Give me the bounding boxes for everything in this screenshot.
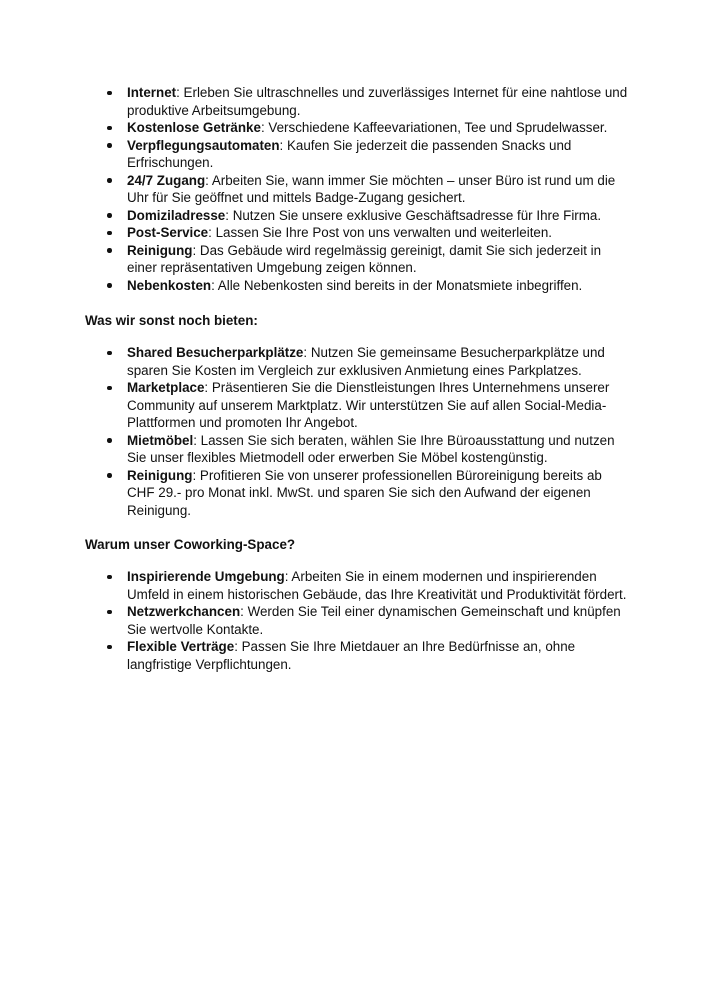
list-item <box>127 467 632 520</box>
item-text: : Profitieren Sie von unserer professionellen Büroreinigung bereits ab CHF 29.- pro Monat inkl. MwSt. und sparen Sie sich den Aufwand der eigenen Reinigung. <box>127 467 602 518</box>
list-item <box>127 277 632 295</box>
item-term: Domiziladresse <box>127 207 226 223</box>
item-text: : Präsentieren Sie die Dienstleistungen Ihres Unternehmens unserer Community auf unserem Marktplatz. Wir unterstützen Sie auf allen Social-Media-Plattformen und promoten Ihr Angebot. <box>127 380 610 430</box>
list-item <box>127 242 632 277</box>
item-term: Internet <box>127 85 177 100</box>
why-list <box>127 568 632 673</box>
item-term: Kostenlose Getränke <box>127 120 261 135</box>
item-term: 24/7 Zugang <box>127 172 206 188</box>
amenities-list <box>127 84 632 294</box>
bullet-icon <box>107 126 112 131</box>
list-item <box>127 172 632 207</box>
bullet-icon <box>107 231 112 236</box>
bullet-icon <box>107 575 112 580</box>
item-term: Flexible Verträge <box>127 639 235 654</box>
item-text: : Arbeiten Sie, wann immer Sie möchten – unser Büro ist rund um die Uhr für Sie geöffnet und mittels Badge-Zugang gesichert. <box>127 172 616 205</box>
bullet-icon <box>107 351 112 356</box>
list-item <box>127 603 632 638</box>
item-term: Netzwerkchancen <box>127 604 241 619</box>
item-text: : Alle Nebenkosten sind bereits in der Monatsmiete inbegriffen. <box>211 277 583 293</box>
section-heading-extras: Was wir sonst noch bieten: <box>85 313 258 328</box>
list-item <box>127 224 632 242</box>
list-item <box>127 568 632 603</box>
bullet-icon <box>107 610 112 615</box>
item-text: : Lassen Sie sich beraten, wählen Sie Ihre Büroausstattung und nutzen Sie unser flexibles Mietmodell oder erwerben Sie Möbel kostengünstig. <box>127 432 615 465</box>
item-text: : Verschiedene Kaffeevariationen, Tee und Sprudelwasser. <box>260 120 608 135</box>
extras-list <box>127 344 632 519</box>
list-item <box>127 137 632 172</box>
item-text: : Arbeiten Sie in einem modernen und inspirierenden Umfeld in einem historischen Gebäude, das Ihre Kreativität und Produktivität fördert. <box>127 569 627 602</box>
list-item <box>127 638 632 673</box>
bullet-icon <box>107 213 112 218</box>
item-text: : Kaufen Sie jederzeit die passenden Snacks und Erfrischungen. <box>127 137 572 170</box>
bullet-icon <box>107 386 112 391</box>
list-item <box>127 432 632 467</box>
list-item <box>127 379 632 432</box>
item-term: Shared Besucherparkplätze <box>127 345 304 360</box>
item-term: Post-Service <box>127 225 209 240</box>
list-item <box>127 119 632 137</box>
bullet-icon <box>107 91 112 96</box>
item-text: : Nutzen Sie gemeinsame Besucherparkplätze und sparen Sie Kosten im Vergleich zur exklusiven Anmietung eines Parkplatzes. <box>127 345 605 378</box>
bullet-icon <box>107 143 112 148</box>
item-term: Marketplace <box>127 380 205 395</box>
item-text: : Passen Sie Ihre Mietdauer an Ihre Bedürfnisse an, ohne langfristige Verpflichtungen. <box>127 639 576 672</box>
item-text: : Nutzen Sie unsere exklusive Geschäftsadresse für Ihre Firma. <box>225 207 602 223</box>
bullet-icon <box>107 178 112 183</box>
item-term: Mietmöbel <box>127 432 194 448</box>
bullet-icon <box>107 438 112 443</box>
bullet-icon <box>107 645 112 650</box>
item-term: Reinigung <box>127 467 193 483</box>
bullet-icon <box>107 473 112 478</box>
bullet-icon <box>107 248 112 253</box>
list-item <box>127 344 632 379</box>
section-heading-why: Warum unser Coworking-Space? <box>85 537 296 552</box>
item-text: : Werden Sie Teil einer dynamischen Gemeinschaft und knüpfen Sie wertvolle Kontakte. <box>127 604 621 637</box>
item-term: Nebenkosten <box>127 277 212 293</box>
item-text: : Lassen Sie Ihre Post von uns verwalten und weiterleiten. <box>208 225 553 240</box>
item-term: Reinigung <box>127 242 193 258</box>
list-item <box>127 84 632 119</box>
item-text: : Das Gebäude wird regelmässig gereinigt, damit Sie sich jederzeit in einer repräsentativen Umgebung zeigen können. <box>127 242 602 275</box>
item-text: : Erleben Sie ultraschnelles und zuverlässiges Internet für eine nahtlose und produktive Arbeitsumgebung. <box>127 85 628 118</box>
list-item <box>127 207 632 225</box>
bullet-icon <box>107 283 112 288</box>
item-term: Verpflegungsautomaten <box>127 137 280 153</box>
item-term: Inspirierende Umgebung <box>127 569 285 584</box>
